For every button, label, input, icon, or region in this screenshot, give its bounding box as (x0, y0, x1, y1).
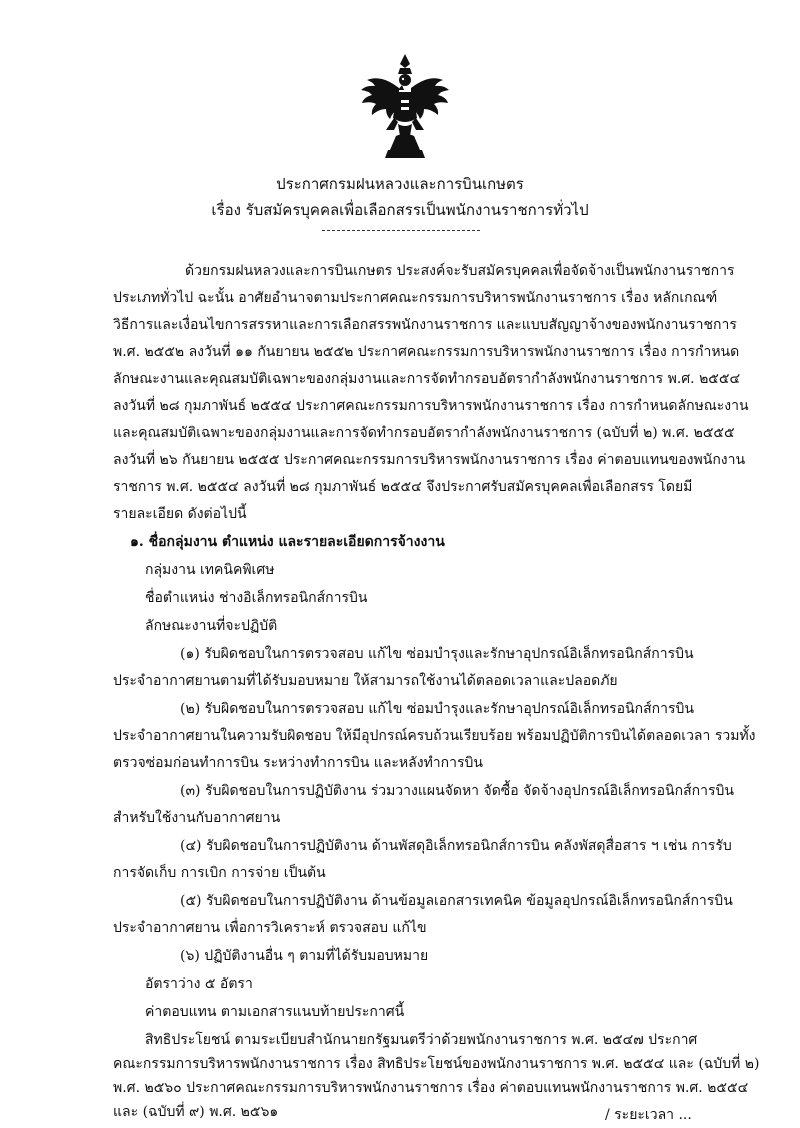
intro-line: และคุณสมบัติเฉพาะของกลุ่มงานและการจัดทำกรอบอัตรากำลังพนักงานราชการ (ฉบับที่ ๒) พ.ศ. ๒๕๕๕ (113, 425, 735, 441)
duty-line: ประจำอากาศยานตามที่ได้รับมอบหมาย ให้สามารถใช้งานได้ตลอดเวลาและปลอดภัย (113, 673, 618, 689)
intro-line: ลงวันที่ ๒๖ กันยายน ๒๕๕๕ ประกาศคณะกรรมการบริหารพนักงานราชการ เรื่อง ค่าตอบแทนของพนักงาน (113, 452, 746, 468)
duty-line: (๔) รับผิดชอบในการปฏิบัติงาน ด้านพัสดุอิเล็กทรอนิกส์การบิน คลังพัสดุสื่อสาร ฯ เช่น การรับ (180, 838, 732, 854)
benefits-line: และ (ฉบับที่ ๙) พ.ศ. ๒๕๖๑ (113, 1104, 279, 1120)
intro-line: วิธีการและเงื่อนไขการสรรหาและการเลือกสรรพนักงานราชการ และแบบสัญญาจ้างของพนักงานราชการ (113, 317, 737, 333)
duty-line: (๒) รับผิดชอบในการตรวจสอบ แก้ไข ซ่อมบำรุงและรักษาอุปกรณ์อิเล็กทรอนิกส์การบิน (180, 701, 694, 717)
duty-line: (๖) ปฏิบัติงานอื่น ๆ ตามที่ได้รับมอบหมาย (180, 948, 429, 964)
duty-line: (๕) รับผิดชอบในการปฏิบัติงาน ด้านข้อมูลเอกสารเทคนิค ข้อมูลอุปกรณ์อิเล็กทรอนิกส์การบิน (180, 893, 733, 909)
title-divider (322, 230, 480, 231)
duty-line: สำหรับใช้งานกับอากาศยาน (113, 810, 281, 826)
compensation: ค่าตอบแทน ตามเอกสารแนบท้ายประกาศนี้ (145, 1004, 405, 1020)
benefits-line: สิทธิประโยชน์ ตามระเบียบสำนักนายกรัฐมนตรีว่าด้วยพนักงานราชการ พ.ศ. ๒๕๔๗ ประกาศ (145, 1032, 698, 1048)
group-name: กลุ่มงาน เทคนิคพิเศษ (145, 562, 275, 578)
intro-line: ลักษณะงานและคุณสมบัติเฉพาะของกลุ่มงานและการจัดทำกรอบอัตรากำลังพนักงานราชการ พ.ศ. ๒๕๕๔ (113, 371, 741, 387)
duty-line: (๓) รับผิดชอบในการปฏิบัติงาน ร่วมวางแผนจัดหา จัดซื้อ จัดจ้างอุปกรณ์อิเล็กทรอนิกส์การบิน (180, 783, 734, 799)
position-name: ชื่อตำแหน่ง ช่างอิเล็กทรอนิกส์การบิน (145, 590, 368, 606)
intro-line: ด้วยกรมฝนหลวงและการบินเกษตร ประสงค์จะรับสมัครบุคคลเพื่อจัดจ้างเป็นพนักงานราชการ (185, 263, 735, 279)
benefits-line: คณะกรรมการบริหารพนักงานราชการ เรื่อง สิทธิประโยชน์ของพนักงานราชการ พ.ศ. ๒๕๕๔ และ (ฉบับที่ ๒) (113, 1056, 760, 1072)
duty-line: ประจำอากาศยานในความรับผิดชอบ ให้มีอุปกรณ์ครบถ้วนเรียบร้อย พร้อมปฏิบัติการบินได้ตลอดเวลา รวมทั้ง (113, 728, 756, 744)
intro-line: ราชการ พ.ศ. ๒๕๕๔ ลงวันที่ ๒๘ กุมภาพันธ์ ๒๕๕๔ จึงประกาศรับสมัครบุคคลเพื่อเลือกสรร โดยมี (113, 479, 693, 495)
intro-line: ประเภททั่วไป ฉะนั้น อาศัยอำนาจตามประกาศคณะกรรมการบริหารพนักงานราชการ เรื่อง หลักเกณฑ์ (113, 290, 718, 306)
announcement-subject: เรื่อง รับสมัครบุคคลเพื่อเลือกสรรเป็นพนักงานราชการทั่วไป (211, 201, 589, 219)
duty-line: การจัดเก็บ การเบิก การจ่าย เป็นต้น (113, 865, 326, 881)
intro-line: รายละเอียด ดังต่อไปนี้ (113, 506, 247, 522)
duty-line: ตรวจซ่อมก่อนทำการบิน ระหว่างทำการบิน และหลังทำการบิน (113, 755, 483, 771)
intro-line: ลงวันที่ ๒๘ กุมภาพันธ์ ๒๕๕๔ ประกาศคณะกรรมการบริหารพนักงานราชการ เรื่อง การกำหนดลักษณะงาน (113, 398, 749, 414)
vacancies: อัตราว่าง ๕ อัตรา (145, 976, 253, 992)
duties-heading: ลักษณะงานที่จะปฏิบัติ (145, 618, 278, 634)
benefits-line: พ.ศ. ๒๕๖๐ ประกาศคณะกรรมการบริหารพนักงานราชการ เรื่อง ค่าตอบแทนพนักงานราชการ พ.ศ. ๒๕๕๔ (113, 1080, 749, 1096)
garuda-emblem-icon (360, 52, 450, 162)
section-heading: ๑. ชื่อกลุ่มงาน ตำแหน่ง และรายละเอียดการจ้างงาน (130, 534, 445, 550)
page-continuation: / ระยะเวลา ... (605, 1107, 692, 1123)
intro-line: พ.ศ. ๒๕๕๒ ลงวันที่ ๑๑ กันยายน ๒๕๕๒ ประกาศคณะกรรมการบริหารพนักงานราชการ เรื่อง การกำหนด (113, 344, 740, 360)
duty-line: ประจำอากาศยาน เพื่อการวิเคราะห์ ตรวจสอบ แก้ไข (113, 920, 427, 936)
duty-line: (๑) รับผิดชอบในการตรวจสอบ แก้ไข ซ่อมบำรุงและรักษาอุปกรณ์อิเล็กทรอนิกส์การบิน (180, 646, 694, 662)
announcement-title: ประกาศกรมฝนหลวงและการบินเกษตร (276, 175, 524, 193)
